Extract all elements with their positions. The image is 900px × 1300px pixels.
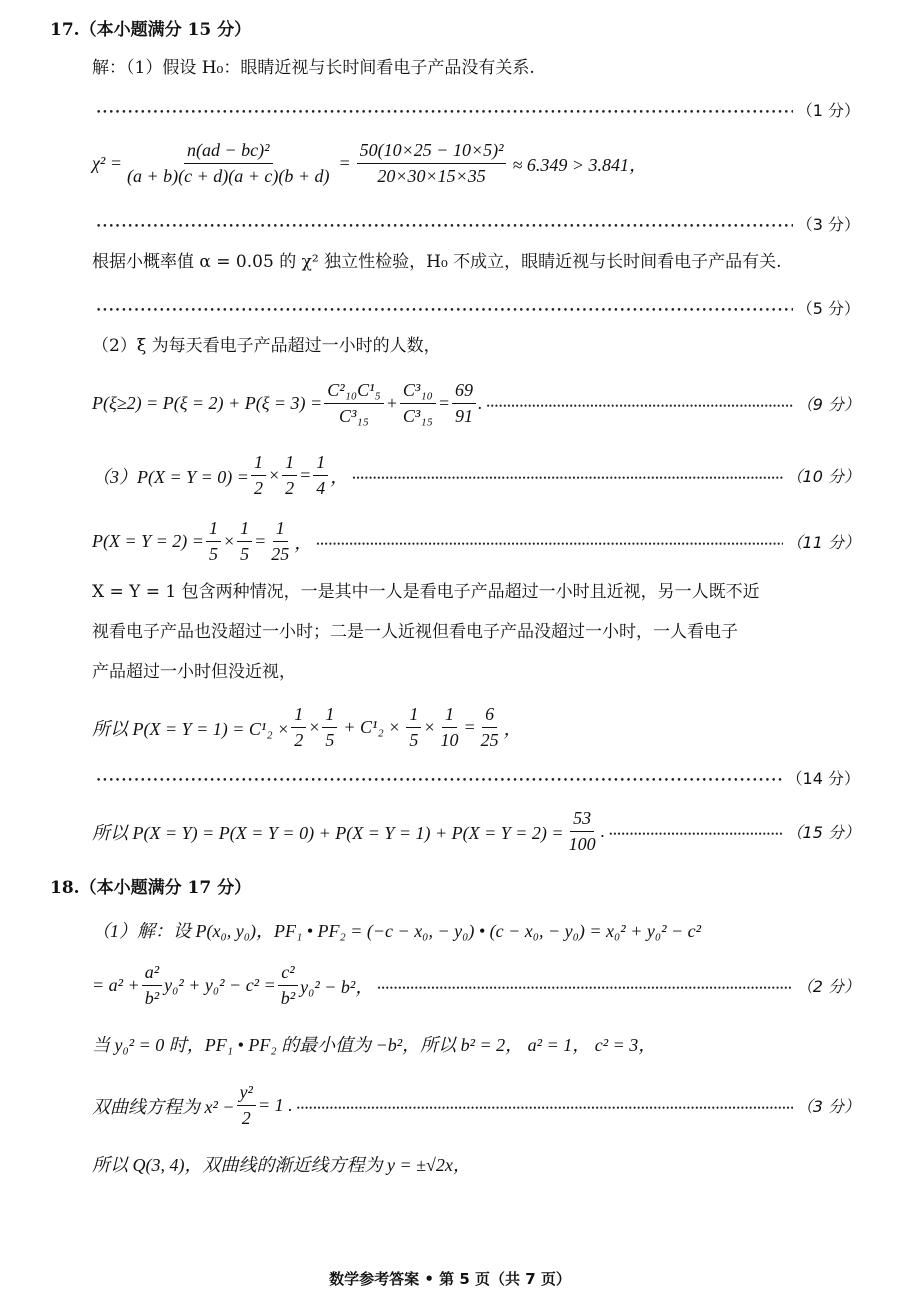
period: . [600, 821, 606, 841]
p33-lhs: 所以 P(X = Y = 1) = C¹₂ × [92, 718, 290, 739]
equals: = [437, 393, 450, 413]
frac-half [291, 704, 306, 751]
frac-num: 1 [237, 518, 252, 542]
leader-dots [316, 531, 782, 552]
p3-lhs: （3）P(X = Y = 0) = [92, 466, 249, 487]
part3-total [92, 808, 860, 855]
leader-dots [96, 100, 793, 120]
times: × [423, 717, 436, 737]
frac-den: 2 [294, 730, 304, 750]
p2-frac-2 [400, 380, 436, 427]
p2-lhs: P(ξ≥2) = P(ξ = 2) + P(ξ = 3) = [92, 393, 323, 413]
frac-num: 69 [452, 380, 476, 404]
leader-dots [96, 298, 793, 318]
plus: + [385, 393, 398, 413]
frac-num: 53 [570, 808, 594, 832]
q18-line-2 [92, 962, 860, 1009]
frac-den: 5 [325, 730, 335, 750]
chi-tail: ≈ 6.349 > 3.841， [512, 154, 648, 175]
leader-dots [352, 465, 782, 486]
frac-den: 5 [208, 544, 218, 564]
l2-b: y₀² + y₀² − c² = [164, 975, 276, 995]
p33-mid: + C¹₂ × [343, 717, 401, 737]
frac-den: 2 [253, 478, 263, 498]
chi-num-2: 50(10×25 − 10×5)² [357, 140, 507, 164]
score-row-5 [92, 296, 860, 319]
frac-den: 2 [285, 478, 295, 498]
frac-den: 10 [440, 730, 459, 750]
frac-den: 5 [409, 730, 419, 750]
leader-dots [96, 214, 793, 234]
frac-num: 1 [251, 452, 266, 476]
p2-frac-3 [452, 380, 476, 427]
frac-num: 1 [282, 452, 297, 476]
leader-dots [297, 1095, 793, 1116]
score-10: （10 分） [786, 467, 860, 486]
part2-formula [92, 380, 860, 427]
l4-b: = 1 . [257, 1095, 293, 1115]
p32-lhs: P(X = Y = 2) = [92, 531, 204, 551]
frac-den: 25 [480, 730, 499, 750]
part3-formula-1: 所以 P(X = Y = 1) = C¹₂ × $\frac{1}{2}$ × $\frac{1}{5}$ + C¹₂ × $\frac{1}{5}$ × $\frac{1}{10}$ = $\frac{6}{25}$ ， [92, 704, 522, 750]
score-9: （9 分） [796, 395, 860, 414]
l4-a: 双曲线方程为 x² − [92, 1096, 235, 1117]
frac-tenth [438, 704, 462, 751]
chi-lhs: χ² = [92, 153, 122, 173]
frac-fifth [206, 518, 221, 565]
chi-num-1: n(ad − bc)² [184, 140, 273, 164]
frac-num: 1 [313, 452, 328, 476]
frac-num: c² [278, 962, 297, 986]
chi-frac-1 [124, 140, 333, 187]
frac-num: C²₁₀C¹₅ [324, 380, 384, 404]
frac-result [478, 704, 502, 751]
score-row-3 [92, 212, 860, 235]
chi-den-2: 20×30×15×35 [377, 166, 486, 186]
frac-den: 100 [568, 834, 596, 854]
page-footer: 数学参考答案 • 第 5 页（共 7 页） [329, 1270, 571, 1288]
frac-den: b² [280, 988, 296, 1008]
times: × [222, 531, 236, 551]
conclusion: 根据小概率值 α = 0.05 的 χ² 独立性检验，H₀ 不成立，眼睛近视与长时间看电子产品有关. [92, 252, 782, 272]
frac-num: 1 [273, 518, 288, 542]
frac-half [282, 452, 297, 499]
q18-line-4 [92, 1082, 860, 1129]
q18-line-5: 所以 Q(3, 4)，双曲线的渐近线方程为 y = ±√2x， [92, 1155, 471, 1175]
explain-line-3: 产品超过一小时但没近视， [92, 662, 296, 682]
score-14: （14 分） [786, 769, 860, 788]
frac-den: 5 [240, 544, 250, 564]
frac-num: 1 [291, 704, 306, 728]
frac-c2b2 [278, 962, 298, 1009]
frac-num: 1 [206, 518, 221, 542]
q17-title: 17.（本小题满分 15 分） [50, 20, 252, 40]
l2-c: y₀² − b²， [300, 976, 374, 997]
score-row-1 [92, 98, 860, 121]
chi-frac-2 [357, 140, 507, 187]
frac-den: b² [144, 988, 160, 1008]
frac-den: C³₁₅ [402, 406, 433, 426]
frac-result [566, 808, 599, 855]
q18-line-3: 当 y₀² = 0 时，PF₁ • PF₂ 的最小值为 −b²，所以 b² = 2， a² = 1， c² = 3， [92, 1035, 657, 1055]
score-15: （15 分） [786, 823, 860, 842]
score-5: （5 分） [796, 299, 860, 318]
frac-fifth [406, 704, 421, 751]
leader-dots [377, 975, 792, 996]
leader-dots [609, 821, 782, 842]
frac-a2b2 [142, 962, 162, 1009]
p2-frac-1 [324, 380, 384, 427]
frac-num: y² [237, 1082, 256, 1106]
frac-den: 4 [316, 478, 326, 498]
frac-num: 1 [406, 704, 421, 728]
comma: ， [503, 718, 522, 739]
part3-formula-0: （3）P(X = Y = 0) = $\frac{1}{2}$ × $\frac{1}{2}$ = $\frac{1}{4}$ ， ••••• （10 分） [92, 452, 860, 499]
explain-line-1: X = Y = 1 包含两种情况，一是其中一人是看电子产品超过一小时且近视，另一人既不近 [92, 582, 760, 602]
times: × [267, 465, 281, 485]
score-2: （2 分） [796, 977, 860, 996]
score-3b: （3 分） [796, 1097, 860, 1116]
frac-num: a² [142, 962, 162, 986]
frac-den: 2 [241, 1108, 251, 1128]
p34-lhs: 所以 P(X = Y) = P(X = Y = 0) + P(X = Y = 1) + P(X = Y = 2) = [92, 822, 564, 843]
q17-hypothesis: 解：（1）假设 H₀：眼睛近视与长时间看电子产品没有关系. [92, 58, 535, 78]
frac-den: C³₁₅ [339, 406, 369, 426]
part3-formula-2: P(X = Y = 2) = $\frac{1}{5}$ × $\frac{1}{5}$ = $\frac{1}{25}$ ， ••••• （11 分） [92, 518, 860, 565]
chi-den-1: (a + b)(c + d)(a + c)(b + d) [126, 166, 330, 186]
frac-num: 1 [322, 704, 337, 728]
frac-fifth [237, 518, 252, 565]
frac-num: C³₁₀ [400, 380, 436, 404]
part2-text: （2）ξ 为每天看电子产品超过一小时的人数， [92, 336, 441, 356]
explain-line-2: 视看电子产品也没超过一小时；二是一人近视但看电子产品没超过一小时，一人看电子 [92, 622, 738, 642]
frac-result [313, 452, 328, 499]
score-3: （3 分） [796, 215, 860, 234]
l2-a: = a² + [92, 975, 140, 995]
score-11: （11 分） [786, 533, 860, 552]
frac-result [268, 518, 292, 565]
frac-num: 1 [442, 704, 457, 728]
frac-y2-2 [237, 1082, 256, 1129]
leader-dots [487, 393, 793, 414]
frac-half [251, 452, 266, 499]
times: × [308, 717, 321, 737]
q18-line-1: （1）解：设 P(x₀, y₀)，PF₁ • PF₂ = (−c − x₀, − y₀) • (c − x₀, − y₀) = x₀² + y₀² − c² [92, 921, 702, 941]
leader-dots [96, 768, 783, 788]
q18-title: 18.（本小题满分 17 分） [50, 878, 252, 898]
score-row-14 [92, 766, 860, 789]
frac-den: 25 [271, 544, 290, 564]
comma: ， [330, 466, 349, 487]
frac-den: 91 [455, 406, 473, 426]
period: . [478, 393, 483, 413]
comma: ， [294, 532, 313, 553]
score-1: （1 分） [796, 101, 860, 120]
chi-square-formula: χ² = $\frac{\text{n(ad − bc)²}}{(a + b)(c + d)(a + c)(b + d)}$ = $\frac{\text{50(10×25 − 10×5)²}}{20\times 30\times 15\times 35}$ ≈ 6.349 > 3.841， [92, 140, 648, 186]
frac-fifth [322, 704, 337, 751]
frac-num: 6 [482, 704, 497, 728]
